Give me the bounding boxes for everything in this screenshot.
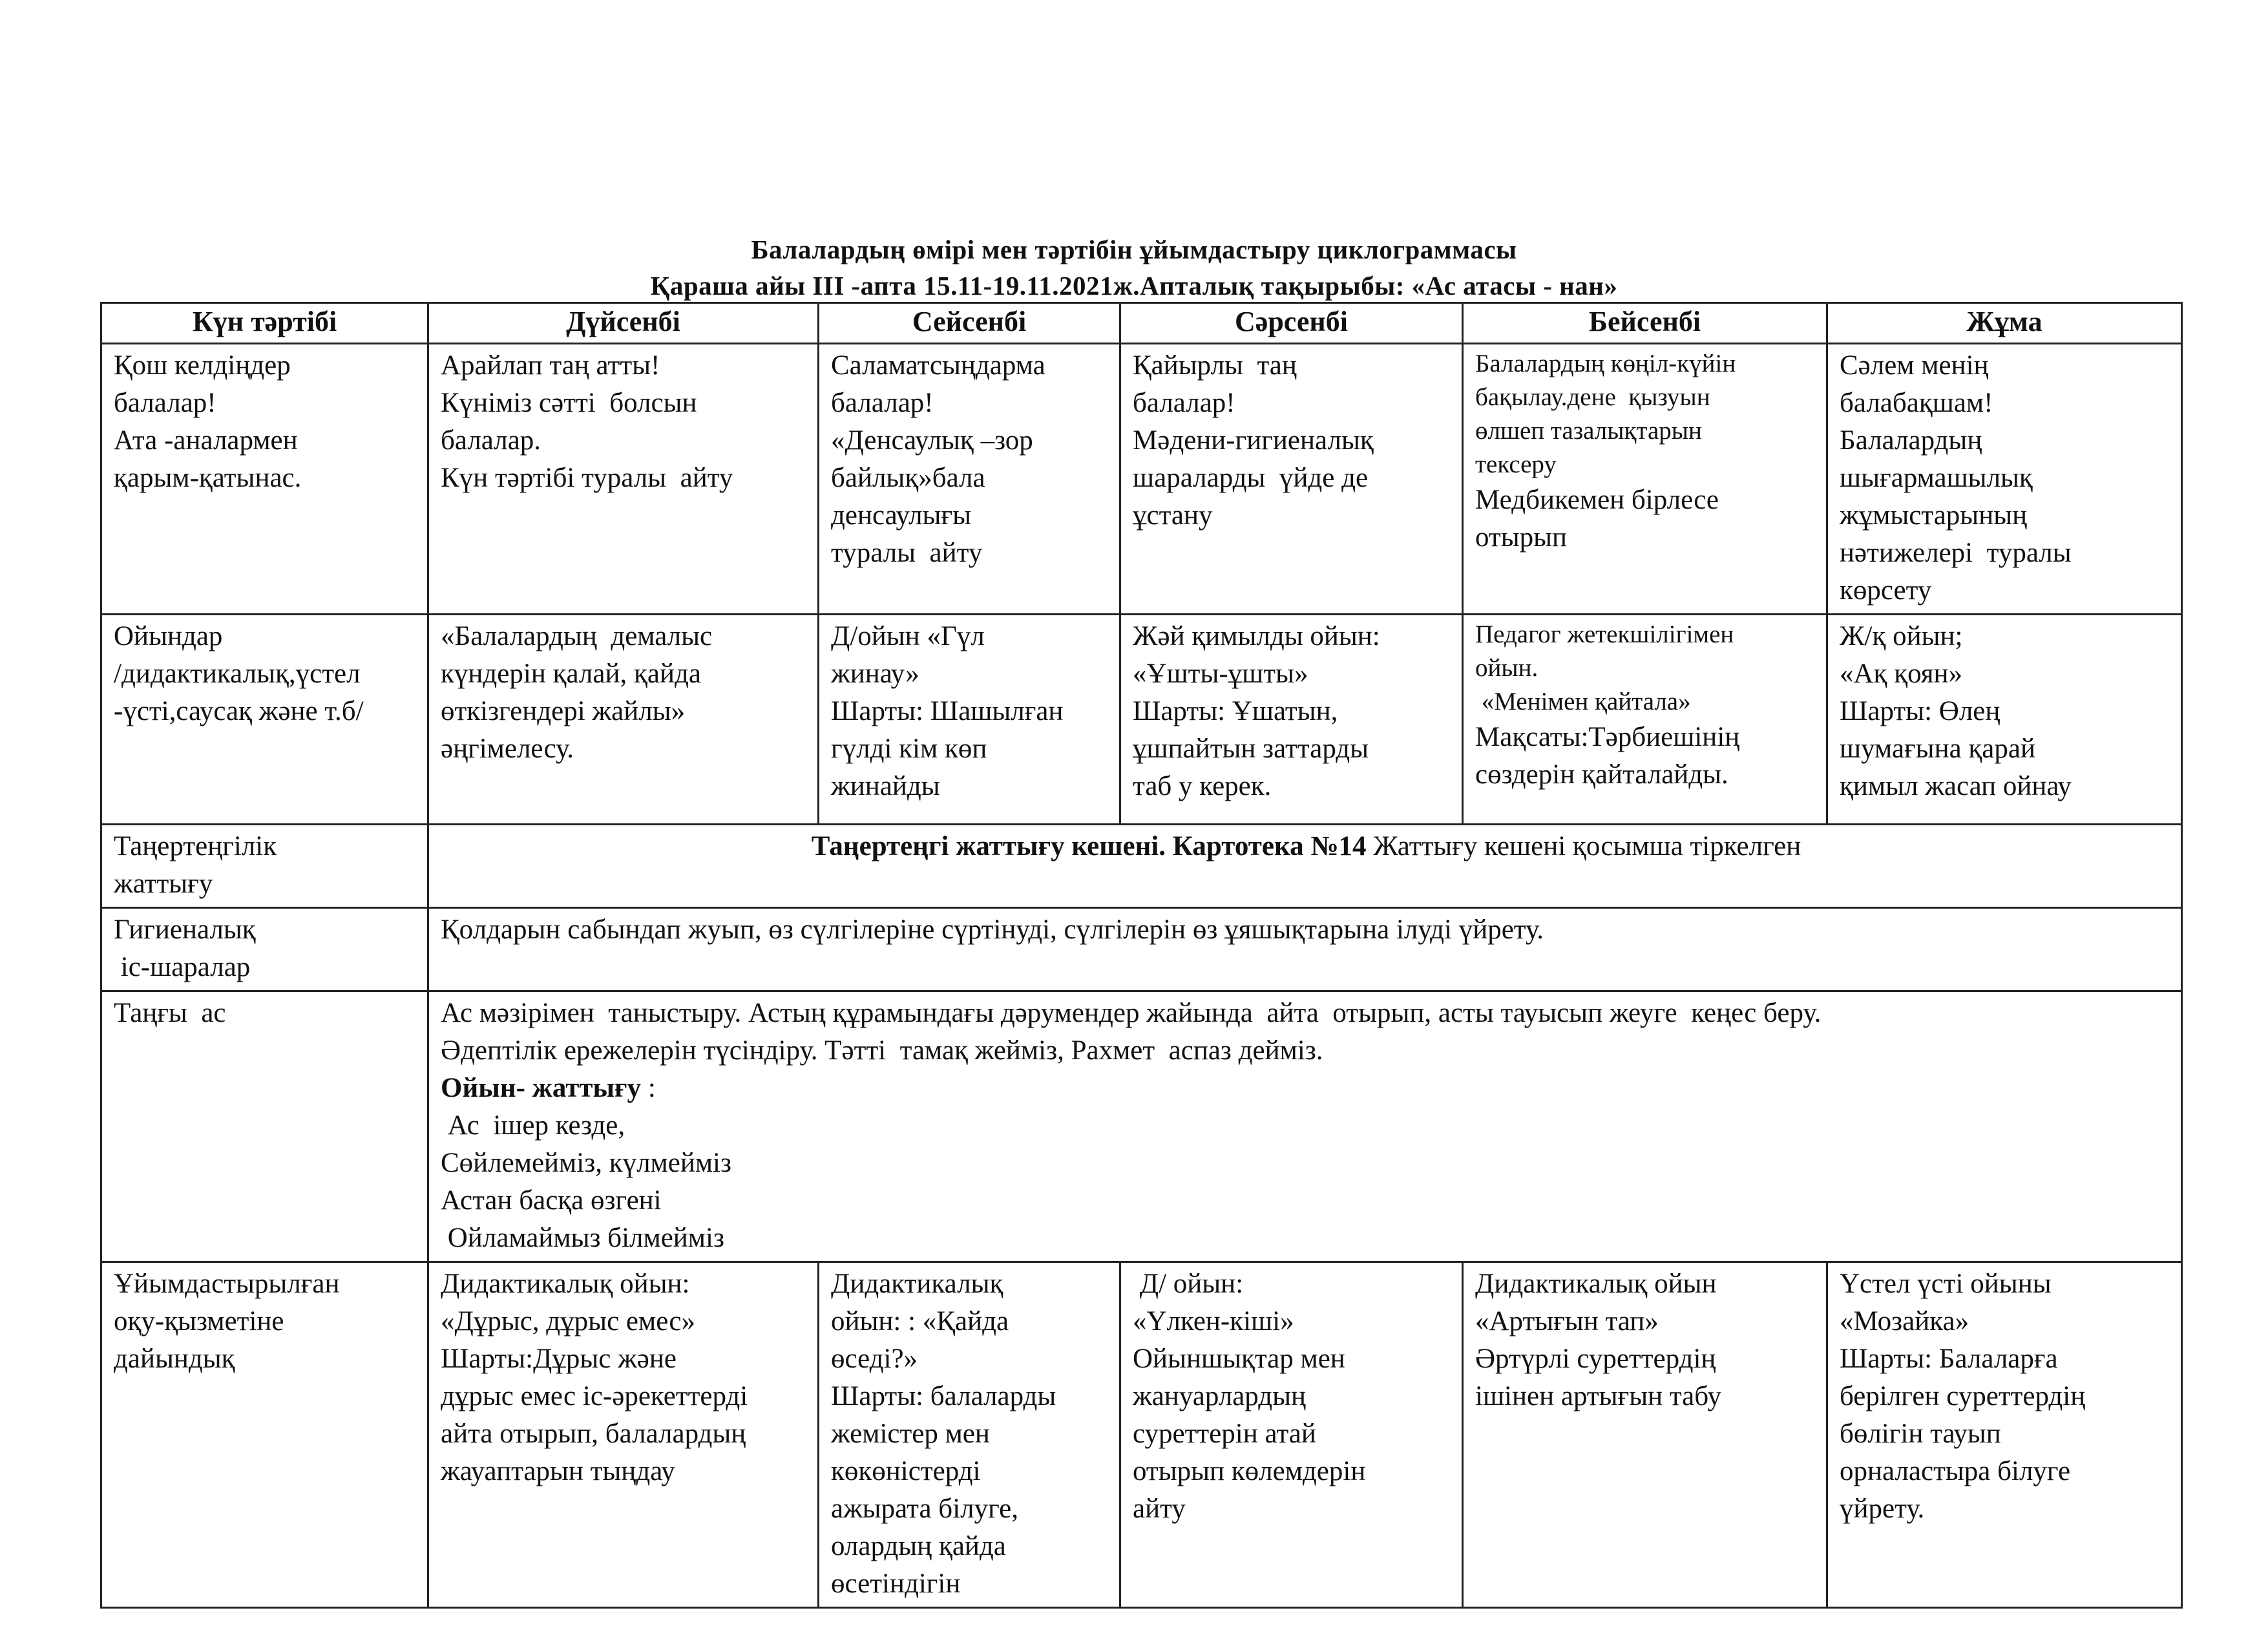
exercise-note: Жаттығу кешені қосымша тіркелген <box>1366 831 1801 861</box>
text-line: балалар! <box>831 388 934 418</box>
cell-friday <box>1827 615 2182 825</box>
text-line: жемістер мен <box>831 1419 990 1449</box>
header-schedule: Күн тәртібі <box>101 303 428 344</box>
row-label <box>101 991 428 1262</box>
text-line: отырып көлемдерін <box>1133 1456 1366 1486</box>
text-line: Арайлап таң атты! <box>441 350 660 381</box>
text-line: «Денсаулық –зор <box>831 425 1033 456</box>
text-line: /дидактикалық,үстел <box>114 659 361 689</box>
text-line: Мақсаты:Тәрбиешінің <box>1475 722 1740 752</box>
text-line: Гигиеналық <box>114 914 256 945</box>
text-line: Ата -аналармен <box>114 425 298 456</box>
text-line: Ойыншықтар мен <box>1133 1344 1345 1374</box>
cell-tuesday <box>819 615 1120 825</box>
header-thursday: Бейсенбі <box>1463 303 1827 344</box>
text-line: іс-шаралар <box>114 952 251 982</box>
text-line: жануарлардың <box>1133 1381 1307 1411</box>
text-line: өлшеп тазалықтарын <box>1475 417 1702 445</box>
text-line: байлық»бала <box>831 463 985 493</box>
text-line: шараларды үйде де <box>1133 463 1369 493</box>
text-line: Таңғы ас <box>114 998 226 1028</box>
table-row <box>101 825 2182 908</box>
header-row <box>101 303 2182 344</box>
exercise-title: Таңертеңгі жаттығу кешені. Картотека №14 <box>811 831 1367 861</box>
text-line: көрсету <box>1840 575 1932 606</box>
text-line: балалар! <box>114 388 216 418</box>
row-label <box>101 1262 428 1608</box>
text-line: Шарты: Ұшатын, <box>1133 696 1338 726</box>
text-line: жинайды <box>831 771 940 801</box>
text-line: жұмыстарының <box>1840 500 2028 531</box>
text-line: қарым-қатынас. <box>114 463 302 493</box>
text-line: суреттерін атай <box>1133 1419 1316 1449</box>
text-line: жауаптарын тыңдау <box>441 1456 675 1486</box>
text-line: Ойындар <box>114 621 223 651</box>
text-line: «Ақ қоян» <box>1840 659 1963 689</box>
text-line: Әдептілік ережелерін түсіндіру. Тәтті тамақ жейміз, Рахмет аспаз дейміз. <box>441 1035 1323 1066</box>
text-line: нәтижелері туралы <box>1840 538 2072 568</box>
text-line: жаттығу <box>114 869 213 899</box>
text-line: «Менімен қайтала» <box>1475 688 1691 715</box>
text-line: Д/ ойын: <box>1133 1269 1244 1299</box>
text-line: Қош келдіңдер <box>114 350 291 381</box>
cell-thursday <box>1463 344 1827 615</box>
text-line: айта отырып, балалардың <box>441 1419 746 1449</box>
text-line: Сәлем менің <box>1840 350 1989 381</box>
text-line: «Ұшты-ұшты» <box>1133 659 1308 689</box>
cell-tuesday <box>819 344 1120 615</box>
text-line: Дидактикалық ойын <box>1475 1269 1717 1299</box>
text-line: олардың қайда <box>831 1531 1006 1561</box>
breakfast-content <box>428 991 2182 1262</box>
text-line: «Дұрыс, дұрыс емес» <box>441 1306 695 1336</box>
text-line: «Артығын тап» <box>1475 1306 1659 1336</box>
text-line: балалар! <box>1133 388 1235 418</box>
game-title: Ойын- жаттығу <box>441 1073 642 1103</box>
cell-wednesday <box>1120 344 1463 615</box>
text-line: Жәй қимылды ойын: <box>1133 621 1380 651</box>
text-line: Шарты:Дұрыс және <box>441 1344 677 1374</box>
text-line: туралы айту <box>831 538 983 568</box>
text-line: Қолдарын сабындап жуып, өз сүлгілеріне сүртінуді, сүлгілерін өз ұяшықтарына ілуді үйрету. <box>441 914 1544 945</box>
text-line: жинау» <box>831 659 919 689</box>
poem-line: Астан басқа өзгені <box>441 1185 662 1216</box>
text-line: «Мозайка» <box>1840 1306 1969 1336</box>
text-line: Педагог жетекшілігімен <box>1475 620 1734 648</box>
table-row <box>101 991 2182 1262</box>
text-line: ойын. <box>1475 654 1538 682</box>
text-line: ажырата білуге, <box>831 1494 1018 1524</box>
text-line: ойын: : «Қайда <box>831 1306 1009 1336</box>
cell-thursday <box>1463 1262 1827 1608</box>
text-line: қимыл жасап ойнау <box>1840 771 2072 801</box>
text-line: Медбикемен бірлесе <box>1475 485 1719 515</box>
text-line: шумағына қарай <box>1840 734 2035 764</box>
text-line: үйрету. <box>1840 1494 1925 1524</box>
text-line: дұрыс емес іс-әрекеттерді <box>441 1381 748 1411</box>
text-line: таб у керек. <box>1133 771 1272 801</box>
row-label <box>101 615 428 825</box>
title-line-1: Балалардың өмірі мен тәртібін ұйымдастыру циклограммасы <box>751 235 1517 264</box>
text-line: дайындық <box>114 1344 235 1374</box>
cell-friday <box>1827 344 2182 615</box>
text-line: көкөністерді <box>831 1456 981 1486</box>
text-line: бөлігін тауып <box>1840 1419 2001 1449</box>
text-line: Күніміз сәтті болсын <box>441 388 697 418</box>
text-line: ішінен артығын табу <box>1475 1381 1721 1411</box>
text-line: ұстану <box>1133 500 1213 531</box>
text-line: Ж/қ ойын; <box>1840 621 1963 651</box>
text-line: сөздерін қайталайды. <box>1475 759 1728 790</box>
text-line: әңгімелесу. <box>441 734 574 764</box>
cell-wednesday <box>1120 1262 1463 1608</box>
text-line: Шарты: Балаларға <box>1840 1344 2058 1374</box>
cell-wednesday <box>1120 615 1463 825</box>
hygiene-content <box>428 908 2182 991</box>
title-line-2: Қараша айы III -апта 15.11-19.11.2021ж.Апталық тақырыбы: «Ас атасы - нан» <box>650 271 1618 301</box>
text-line: шығармашылық <box>1840 463 2033 493</box>
text-line: Таңертеңгілік <box>114 831 277 861</box>
text-line: «Балалардың демалыс <box>441 621 713 651</box>
table-row <box>101 908 2182 991</box>
text-line: тексеру <box>1475 450 1557 478</box>
header-friday: Жұма <box>1827 303 2182 344</box>
text-line: Саламатсыңдарма <box>831 350 1045 381</box>
text-line: Ас мәзірімен таныстыру. Астың құрамындағы дәрумендер жайында айта отырып, асты тауысып жеуге кеңес беру. <box>441 998 1822 1028</box>
text-line: Әртүрлі суреттердің <box>1475 1344 1716 1374</box>
text-line: Шарты: балаларды <box>831 1381 1056 1411</box>
text-line: Мәдени-гигиеналық <box>1133 425 1374 456</box>
text-line: Үстел үсті ойыны <box>1840 1269 2052 1299</box>
text-line: берілген суреттердің <box>1840 1381 2086 1411</box>
text-line: күндерін қалай, қайда <box>441 659 701 689</box>
exercise-content <box>428 825 2182 908</box>
row-label <box>101 344 428 615</box>
cell-tuesday <box>819 1262 1120 1608</box>
text-line: ұшпайтын заттарды <box>1133 734 1369 764</box>
cell-monday <box>428 344 819 615</box>
text-line: Балалардың көңіл-күйін <box>1475 350 1736 377</box>
table-row <box>101 344 2182 615</box>
text-line: Дидактикалық <box>831 1269 1003 1299</box>
poem-line: Ас ішер кезде, <box>441 1110 625 1141</box>
text-line: өсетіндігін <box>831 1569 961 1599</box>
text-line: Күн тәртібі туралы айту <box>441 463 733 493</box>
header-monday: Дүйсенбі <box>428 303 819 344</box>
text-line: Дидактикалық ойын: <box>441 1269 690 1299</box>
text-line: Шарты: Өлең <box>1840 696 2000 726</box>
text-line: -үсті,саусақ және т.б/ <box>114 696 364 726</box>
cell-monday <box>428 615 819 825</box>
text-line: айту <box>1133 1494 1186 1524</box>
text-line: орналастыра білуге <box>1840 1456 2071 1486</box>
text-line: бақылау.дене қызуын <box>1475 383 1710 411</box>
table-row <box>101 615 2182 825</box>
text-line: балалар. <box>441 425 541 456</box>
header-wednesday: Сәрсенбі <box>1120 303 1463 344</box>
text-line: балабақшам! <box>1840 388 1993 418</box>
text-line: оқу-қызметіне <box>114 1306 284 1336</box>
poem-line: Ойламаймыз білмейміз <box>441 1223 724 1253</box>
cell-friday <box>1827 1262 2182 1608</box>
text-line: отырып <box>1475 522 1568 553</box>
text-line: өткізгендері жайлы» <box>441 696 686 726</box>
header-tuesday: Сейсенбі <box>819 303 1120 344</box>
text-line: «Үлкен-кіші» <box>1133 1306 1294 1336</box>
cell-thursday <box>1463 615 1827 825</box>
game-suffix: : <box>641 1073 656 1103</box>
text-line: Қайырлы таң <box>1133 350 1297 381</box>
schedule-table <box>100 302 2183 1609</box>
poem-line: Сөйлемейміз, күлмейміз <box>441 1148 731 1178</box>
text-line: өседі?» <box>831 1344 918 1374</box>
row-label <box>101 908 428 991</box>
cell-monday <box>428 1262 819 1608</box>
text-line: Д/ойын «Гүл <box>831 621 985 651</box>
game-heading <box>441 1070 2172 1107</box>
table-row <box>101 1262 2182 1608</box>
row-label <box>101 825 428 908</box>
text-line: Ұйымдастырылған <box>114 1269 340 1299</box>
text-line: Шарты: Шашылған <box>831 696 1064 726</box>
text-line: Балалардың <box>1840 425 1982 456</box>
text-line: гүлді кім көп <box>831 734 987 764</box>
text-line: денсаулығы <box>831 500 971 531</box>
